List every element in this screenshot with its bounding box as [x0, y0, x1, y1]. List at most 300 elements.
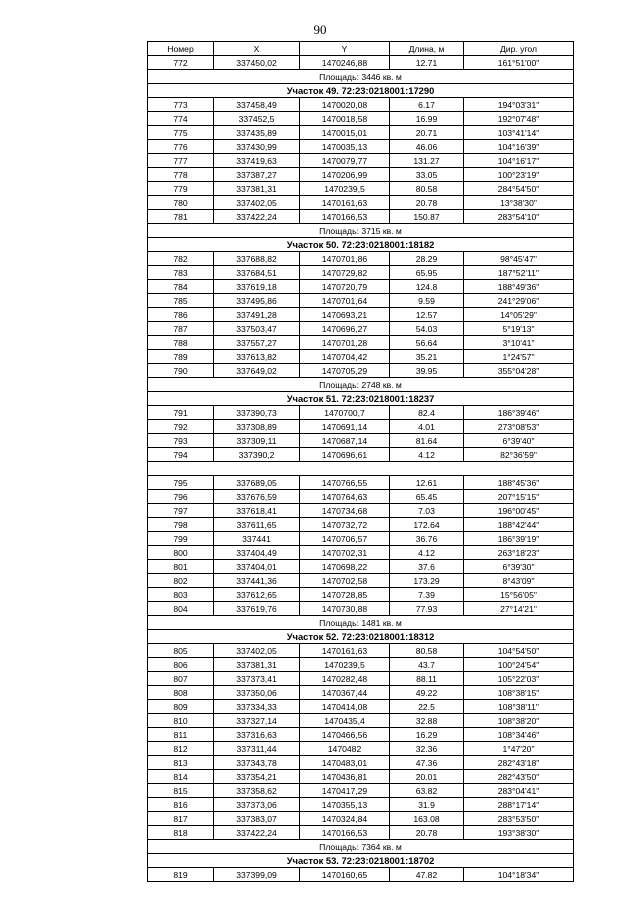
x-coordinate-cell: 337390,2 [214, 448, 300, 462]
table-row [148, 182, 574, 196]
y-coordinate-cell: 1470239,5 [300, 658, 390, 672]
y-coordinate-cell: 1470018,58 [300, 112, 390, 126]
direction-angle-cell: 1°47'20" [464, 742, 574, 756]
point-number-cell: 804 [148, 602, 214, 616]
y-coordinate-cell: 1470436,81 [300, 770, 390, 784]
x-coordinate-cell: 337495,86 [214, 294, 300, 308]
length-cell: 33.05 [390, 168, 464, 182]
y-coordinate-cell: 1470466,56 [300, 728, 390, 742]
blank-separator-row [148, 462, 574, 476]
length-cell: 77.93 [390, 602, 464, 616]
point-number-cell: 795 [148, 476, 214, 490]
x-coordinate-cell: 337402,05 [214, 196, 300, 210]
length-cell: 124.8 [390, 280, 464, 294]
point-number-cell: 800 [148, 546, 214, 560]
length-cell: 12.61 [390, 476, 464, 490]
table-row [148, 826, 574, 840]
y-coordinate-cell: 1470482 [300, 742, 390, 756]
table-row [148, 168, 574, 182]
table-row [148, 56, 574, 70]
x-coordinate-cell: 337611,65 [214, 518, 300, 532]
point-number-cell: 785 [148, 294, 214, 308]
y-coordinate-cell: 1470414,08 [300, 700, 390, 714]
direction-angle-cell: 108°38'20" [464, 714, 574, 728]
table-row [148, 644, 574, 658]
x-coordinate-cell: 337402,05 [214, 644, 300, 658]
table-row [148, 714, 574, 728]
direction-angle-cell: 108°38'15" [464, 686, 574, 700]
point-number-cell: 815 [148, 784, 214, 798]
direction-angle-cell: 188°45'36" [464, 476, 574, 490]
x-coordinate-cell: 337419,63 [214, 154, 300, 168]
y-coordinate-cell: 1470161,63 [300, 196, 390, 210]
length-cell: 63.82 [390, 784, 464, 798]
point-number-cell: 773 [148, 98, 214, 112]
table-row [148, 140, 574, 154]
direction-angle-cell: 263°18'23" [464, 546, 574, 560]
direction-angle-cell: 14°05'29" [464, 308, 574, 322]
x-coordinate-cell: 337503,47 [214, 322, 300, 336]
table-row [148, 686, 574, 700]
x-coordinate-cell: 337422,24 [214, 826, 300, 840]
length-cell: 22.5 [390, 700, 464, 714]
point-number-cell: 774 [148, 112, 214, 126]
point-number-cell: 816 [148, 798, 214, 812]
direction-angle-cell: 241°29'06" [464, 294, 574, 308]
section-header-row [148, 630, 574, 644]
point-number-cell: 781 [148, 210, 214, 224]
direction-angle-cell: 104°16'17" [464, 154, 574, 168]
x-coordinate-cell: 337373,06 [214, 798, 300, 812]
length-cell: 9.59 [390, 294, 464, 308]
y-coordinate-cell: 1470367,44 [300, 686, 390, 700]
point-number-cell: 775 [148, 126, 214, 140]
y-coordinate-cell: 1470704,42 [300, 350, 390, 364]
section-header-row [148, 392, 574, 406]
point-number-cell: 806 [148, 658, 214, 672]
x-coordinate-cell: 337430,99 [214, 140, 300, 154]
table-row [148, 420, 574, 434]
direction-angle-cell: 27°14'21" [464, 602, 574, 616]
table-row [148, 434, 574, 448]
x-coordinate-cell: 337309,11 [214, 434, 300, 448]
table-row [148, 798, 574, 812]
point-number-cell: 786 [148, 308, 214, 322]
y-coordinate-cell: 1470691,14 [300, 420, 390, 434]
direction-angle-cell: 161°51'00" [464, 56, 574, 70]
table-row [148, 406, 574, 420]
x-coordinate-cell: 337373,41 [214, 672, 300, 686]
length-cell: 43.7 [390, 658, 464, 672]
table-row [148, 112, 574, 126]
direction-angle-cell: 192°07'48" [464, 112, 574, 126]
length-cell: 131.27 [390, 154, 464, 168]
point-number-cell: 787 [148, 322, 214, 336]
area-row [148, 378, 574, 392]
page-number: 90 [313, 22, 327, 37]
table-row [148, 280, 574, 294]
y-coordinate-cell: 1470693,21 [300, 308, 390, 322]
table-row [148, 210, 574, 224]
x-coordinate-cell: 337450,02 [214, 56, 300, 70]
point-number-cell: 780 [148, 196, 214, 210]
length-cell: 65.95 [390, 266, 464, 280]
point-number-cell: 799 [148, 532, 214, 546]
x-coordinate-cell: 337491,28 [214, 308, 300, 322]
length-cell: 35.21 [390, 350, 464, 364]
point-number-cell: 772 [148, 56, 214, 70]
direction-angle-cell: 188°49'36" [464, 280, 574, 294]
table-row [148, 868, 574, 882]
direction-angle-cell: 283°54'10" [464, 210, 574, 224]
y-coordinate-cell: 1470239,5 [300, 182, 390, 196]
section-title: Участок 53. 72:23:0218001:18702 [148, 854, 574, 868]
area-text: Площадь: 3446 кв. м [148, 70, 574, 84]
point-number-cell: 796 [148, 490, 214, 504]
length-cell: 7.03 [390, 504, 464, 518]
length-cell: 20.78 [390, 196, 464, 210]
table-row [148, 700, 574, 714]
table-row [148, 252, 574, 266]
table-row [148, 350, 574, 364]
point-number-cell: 783 [148, 266, 214, 280]
table-row [148, 336, 574, 350]
point-number-cell: 811 [148, 728, 214, 742]
section-title: Участок 50. 72:23:0218001:18182 [148, 238, 574, 252]
y-coordinate-cell: 1470720,79 [300, 280, 390, 294]
y-coordinate-cell: 1470166,53 [300, 210, 390, 224]
direction-angle-cell: 104°18'34" [464, 868, 574, 882]
y-coordinate-cell: 1470282,48 [300, 672, 390, 686]
x-coordinate-cell: 337308,89 [214, 420, 300, 434]
table-body [148, 56, 574, 882]
direction-angle-cell: 207°15'15" [464, 490, 574, 504]
x-coordinate-cell: 337399,09 [214, 868, 300, 882]
direction-angle-cell: 13°38'30" [464, 196, 574, 210]
direction-angle-cell: 105°22'03" [464, 672, 574, 686]
direction-angle-cell: 100°24'54" [464, 658, 574, 672]
table-row [148, 756, 574, 770]
y-coordinate-cell: 1470734,68 [300, 504, 390, 518]
direction-angle-cell: 196°00'45" [464, 504, 574, 518]
y-coordinate-cell: 1470730,88 [300, 602, 390, 616]
column-header-number: Номер [148, 42, 214, 56]
length-cell: 172.64 [390, 518, 464, 532]
table-row [148, 812, 574, 826]
y-coordinate-cell: 1470706,57 [300, 532, 390, 546]
x-coordinate-cell: 337649,02 [214, 364, 300, 378]
length-cell: 20.01 [390, 770, 464, 784]
table-row [148, 448, 574, 462]
length-cell: 12.71 [390, 56, 464, 70]
length-cell: 47.36 [390, 756, 464, 770]
direction-angle-cell: 273°08'53" [464, 420, 574, 434]
y-coordinate-cell: 1470035,13 [300, 140, 390, 154]
direction-angle-cell: 8°43'09" [464, 574, 574, 588]
y-coordinate-cell: 1470698,22 [300, 560, 390, 574]
x-coordinate-cell: 337358,62 [214, 784, 300, 798]
x-coordinate-cell: 337316,63 [214, 728, 300, 742]
point-number-cell: 794 [148, 448, 214, 462]
table-row [148, 588, 574, 602]
coordinates-table [147, 41, 574, 882]
y-coordinate-cell: 1470705,29 [300, 364, 390, 378]
table-row [148, 518, 574, 532]
direction-angle-cell: 6°39'30" [464, 560, 574, 574]
area-row [148, 70, 574, 84]
direction-angle-cell: 1°24'57" [464, 350, 574, 364]
x-coordinate-cell: 337327,14 [214, 714, 300, 728]
x-coordinate-cell: 337354,21 [214, 770, 300, 784]
length-cell: 81.64 [390, 434, 464, 448]
column-header-direction-angle: Дир. угол [464, 42, 574, 56]
x-coordinate-cell: 337334,33 [214, 700, 300, 714]
point-number-cell: 788 [148, 336, 214, 350]
y-coordinate-cell: 1470700,7 [300, 406, 390, 420]
x-coordinate-cell: 337435,89 [214, 126, 300, 140]
direction-angle-cell: 100°23'19" [464, 168, 574, 182]
direction-angle-cell: 283°04'41" [464, 784, 574, 798]
x-coordinate-cell: 337689,05 [214, 476, 300, 490]
table-row [148, 532, 574, 546]
area-text: Площадь: 1481 кв. м [148, 616, 574, 630]
y-coordinate-cell: 1470696,61 [300, 448, 390, 462]
table-row [148, 476, 574, 490]
column-header-x: X [214, 42, 300, 56]
point-number-cell: 814 [148, 770, 214, 784]
length-cell: 80.58 [390, 182, 464, 196]
point-number-cell: 777 [148, 154, 214, 168]
table-row [148, 294, 574, 308]
length-cell: 82.4 [390, 406, 464, 420]
length-cell: 16.99 [390, 112, 464, 126]
table-row [148, 196, 574, 210]
y-coordinate-cell: 1470435,4 [300, 714, 390, 728]
table-row [148, 560, 574, 574]
x-coordinate-cell: 337452,5 [214, 112, 300, 126]
direction-angle-cell: 5°19'13" [464, 322, 574, 336]
length-cell: 80.58 [390, 644, 464, 658]
section-title: Участок 51. 72:23:0218001:18237 [148, 392, 574, 406]
x-coordinate-cell: 337422,24 [214, 210, 300, 224]
y-coordinate-cell: 1470701,86 [300, 252, 390, 266]
y-coordinate-cell: 1470701,28 [300, 336, 390, 350]
direction-angle-cell: 194°03'31" [464, 98, 574, 112]
point-number-cell: 802 [148, 574, 214, 588]
direction-angle-cell: 282°43'50" [464, 770, 574, 784]
direction-angle-cell: 3°10'41" [464, 336, 574, 350]
x-coordinate-cell: 337612,65 [214, 588, 300, 602]
table-row [148, 490, 574, 504]
x-coordinate-cell: 337618,41 [214, 504, 300, 518]
direction-angle-cell: 6°39'40" [464, 434, 574, 448]
point-number-cell: 805 [148, 644, 214, 658]
section-header-row [148, 854, 574, 868]
point-number-cell: 792 [148, 420, 214, 434]
length-cell: 46.06 [390, 140, 464, 154]
y-coordinate-cell: 1470206,99 [300, 168, 390, 182]
table-row [148, 742, 574, 756]
y-coordinate-cell: 1470166,53 [300, 826, 390, 840]
area-text: Площадь: 2748 кв. м [148, 378, 574, 392]
length-cell: 49.22 [390, 686, 464, 700]
x-coordinate-cell: 337458,49 [214, 98, 300, 112]
x-coordinate-cell: 337613,82 [214, 350, 300, 364]
x-coordinate-cell: 337387,27 [214, 168, 300, 182]
y-coordinate-cell: 1470696,27 [300, 322, 390, 336]
length-cell: 47.82 [390, 868, 464, 882]
point-number-cell: 791 [148, 406, 214, 420]
point-number-cell: 810 [148, 714, 214, 728]
y-coordinate-cell: 1470702,31 [300, 546, 390, 560]
y-coordinate-cell: 1470728,85 [300, 588, 390, 602]
table-row [148, 784, 574, 798]
length-cell: 20.71 [390, 126, 464, 140]
point-number-cell: 809 [148, 700, 214, 714]
y-coordinate-cell: 1470764,63 [300, 490, 390, 504]
area-row [148, 616, 574, 630]
table-row [148, 770, 574, 784]
table-row [148, 126, 574, 140]
point-number-cell: 818 [148, 826, 214, 840]
y-coordinate-cell: 1470702,58 [300, 574, 390, 588]
direction-angle-cell: 186°39'19" [464, 532, 574, 546]
x-coordinate-cell: 337441 [214, 532, 300, 546]
y-coordinate-cell: 1470015,01 [300, 126, 390, 140]
table-row [148, 266, 574, 280]
table-row [148, 574, 574, 588]
length-cell: 6.17 [390, 98, 464, 112]
point-number-cell: 819 [148, 868, 214, 882]
x-coordinate-cell: 337684,51 [214, 266, 300, 280]
table-row [148, 308, 574, 322]
direction-angle-cell: 193°38'30" [464, 826, 574, 840]
length-cell: 4.01 [390, 420, 464, 434]
area-text: Площадь: 3715 кв. м [148, 224, 574, 238]
section-header-row [148, 84, 574, 98]
length-cell: 37.6 [390, 560, 464, 574]
length-cell: 150.87 [390, 210, 464, 224]
point-number-cell: 798 [148, 518, 214, 532]
length-cell: 16.29 [390, 728, 464, 742]
table-row [148, 98, 574, 112]
table-row [148, 658, 574, 672]
direction-angle-cell: 15°56'05" [464, 588, 574, 602]
length-cell: 4.12 [390, 448, 464, 462]
point-number-cell: 784 [148, 280, 214, 294]
length-cell: 20.78 [390, 826, 464, 840]
x-coordinate-cell: 337688,82 [214, 252, 300, 266]
y-coordinate-cell: 1470701,64 [300, 294, 390, 308]
length-cell: 4.12 [390, 546, 464, 560]
length-cell: 88.11 [390, 672, 464, 686]
direction-angle-cell: 108°34'46" [464, 728, 574, 742]
y-coordinate-cell: 1470483,01 [300, 756, 390, 770]
y-coordinate-cell: 1470020,08 [300, 98, 390, 112]
x-coordinate-cell: 337381,31 [214, 182, 300, 196]
x-coordinate-cell: 337350,06 [214, 686, 300, 700]
direction-angle-cell: 98°45'47" [464, 252, 574, 266]
x-coordinate-cell: 337311,44 [214, 742, 300, 756]
x-coordinate-cell: 337676,59 [214, 490, 300, 504]
length-cell: 65.45 [390, 490, 464, 504]
direction-angle-cell: 82°36'59" [464, 448, 574, 462]
direction-angle-cell: 282°43'18" [464, 756, 574, 770]
table-header-row [148, 42, 574, 56]
area-row [148, 840, 574, 854]
direction-angle-cell: 104°16'39" [464, 140, 574, 154]
length-cell: 32.88 [390, 714, 464, 728]
point-number-cell: 801 [148, 560, 214, 574]
length-cell: 12.57 [390, 308, 464, 322]
area-text: Площадь: 7364 кв. м [148, 840, 574, 854]
table-row [148, 154, 574, 168]
y-coordinate-cell: 1470246,88 [300, 56, 390, 70]
table-row [148, 602, 574, 616]
point-number-cell: 776 [148, 140, 214, 154]
length-cell: 28.29 [390, 252, 464, 266]
direction-angle-cell: 284°54'50" [464, 182, 574, 196]
direction-angle-cell: 186°39'46" [464, 406, 574, 420]
point-number-cell: 808 [148, 686, 214, 700]
area-row [148, 224, 574, 238]
point-number-cell: 782 [148, 252, 214, 266]
point-number-cell: 793 [148, 434, 214, 448]
length-cell: 36.76 [390, 532, 464, 546]
y-coordinate-cell: 1470417,29 [300, 784, 390, 798]
direction-angle-cell: 283°53'50" [464, 812, 574, 826]
y-coordinate-cell: 1470729,82 [300, 266, 390, 280]
direction-angle-cell: 288°17'14" [464, 798, 574, 812]
point-number-cell: 779 [148, 182, 214, 196]
direction-angle-cell: 188°42'44" [464, 518, 574, 532]
table-row [148, 672, 574, 686]
section-title: Участок 49. 72:23:0218001:17290 [148, 84, 574, 98]
point-number-cell: 778 [148, 168, 214, 182]
y-coordinate-cell: 1470766,55 [300, 476, 390, 490]
length-cell: 31.9 [390, 798, 464, 812]
x-coordinate-cell: 337441,36 [214, 574, 300, 588]
direction-angle-cell: 104°54'50" [464, 644, 574, 658]
section-header-row [148, 238, 574, 252]
length-cell: 7.39 [390, 588, 464, 602]
length-cell: 163.08 [390, 812, 464, 826]
column-header-length: Длина, м [390, 42, 464, 56]
length-cell: 39.95 [390, 364, 464, 378]
point-number-cell: 807 [148, 672, 214, 686]
x-coordinate-cell: 337404,49 [214, 546, 300, 560]
point-number-cell: 812 [148, 742, 214, 756]
x-coordinate-cell: 337404,01 [214, 560, 300, 574]
y-coordinate-cell: 1470160,65 [300, 868, 390, 882]
section-title: Участок 52. 72:23:0218001:18312 [148, 630, 574, 644]
y-coordinate-cell: 1470324,84 [300, 812, 390, 826]
x-coordinate-cell: 337383,07 [214, 812, 300, 826]
direction-angle-cell: 108°38'11" [464, 700, 574, 714]
direction-angle-cell: 103°41'14" [464, 126, 574, 140]
x-coordinate-cell: 337343,78 [214, 756, 300, 770]
length-cell: 54.03 [390, 322, 464, 336]
length-cell: 32.36 [390, 742, 464, 756]
table-row [148, 546, 574, 560]
y-coordinate-cell: 1470079,77 [300, 154, 390, 168]
table-row [148, 322, 574, 336]
point-number-cell: 803 [148, 588, 214, 602]
y-coordinate-cell: 1470161,63 [300, 644, 390, 658]
point-number-cell: 817 [148, 812, 214, 826]
column-header-y: Y [300, 42, 390, 56]
x-coordinate-cell: 337390,73 [214, 406, 300, 420]
